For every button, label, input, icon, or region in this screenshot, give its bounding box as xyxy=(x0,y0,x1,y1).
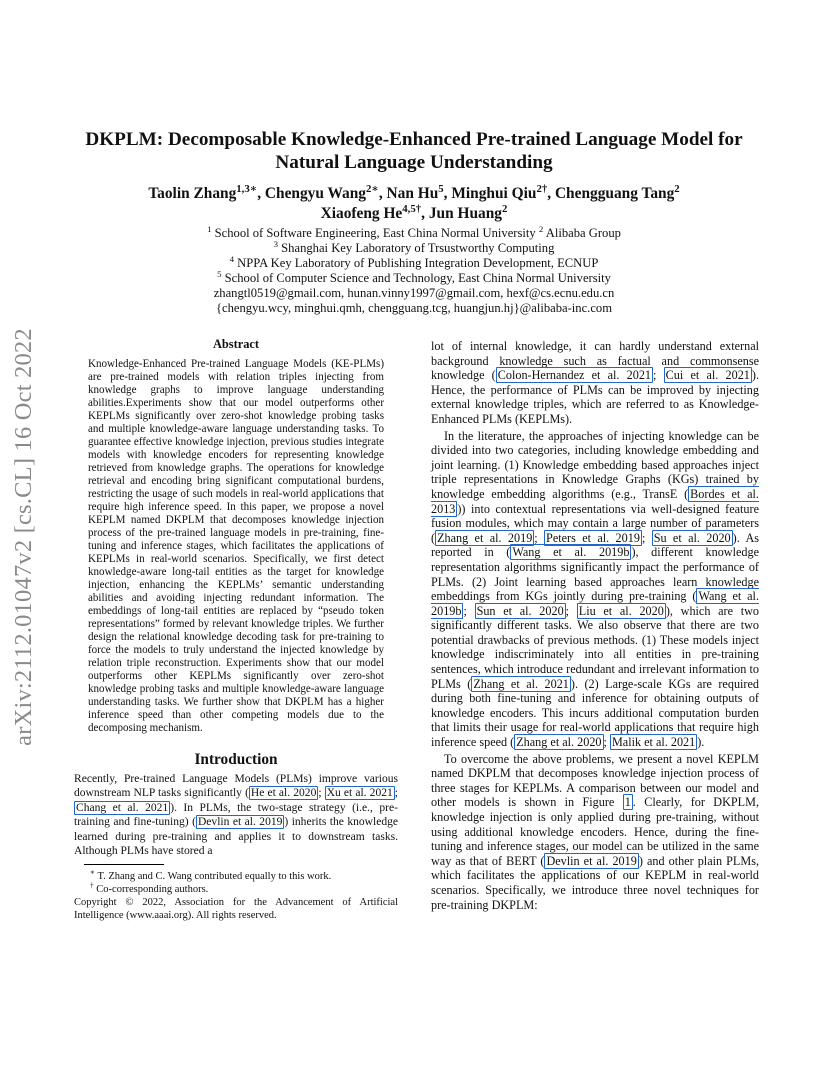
author-mark: 2 xyxy=(674,182,680,195)
author-name: Jun Huang xyxy=(428,205,502,222)
footnote: ∗ T. Zhang and C. Wang contributed equally to this work. xyxy=(90,867,332,882)
figure-link[interactable]: 1 xyxy=(624,795,631,810)
affiliation: Shanghai Key Laboratory of Trsustworthy Computing xyxy=(281,241,555,256)
arxiv-identifier: arXiv:2112.01047v2 [cs.CL] 16 Oct 2022 xyxy=(10,328,37,746)
affil-mark: 5 xyxy=(217,269,222,280)
citation-link[interactable]: Xu et al. 2021 xyxy=(326,787,393,800)
citation-link[interactable]: Zhang et al. 2020 xyxy=(516,735,602,750)
right-column xyxy=(431,339,759,912)
email-line: {chengyu.wcy, minghui.qmh, chengguang.tcg, huangjun.hj}@alibaba-inc.com xyxy=(215,301,613,316)
affiliation: NPPA Key Laboratory of Publishing Integration Development, ECNUP xyxy=(237,256,599,271)
citation-link[interactable]: Su et al. 2020 xyxy=(653,530,731,545)
affiliations xyxy=(60,223,768,317)
introduction-heading: Introduction xyxy=(194,751,278,768)
footnote-rule xyxy=(84,864,164,865)
email-line: zhangtl0519@gmail.com, hunan.vinny1997@gmail.com, hexf@cs.ecnu.edu.cn xyxy=(213,286,615,301)
footnotes xyxy=(74,867,398,922)
author-name: Chengyu Wang xyxy=(264,185,366,202)
author-name: Nan Hu xyxy=(386,185,439,202)
citation-link[interactable]: Sun et al. 2020 xyxy=(476,603,564,618)
author-mark: 4,5† xyxy=(402,202,422,215)
citation-link[interactable]: Liu et al. 2020 xyxy=(578,603,664,618)
body-paragraph: lot of internal knowledge, it can hardly understand external background knowledge such as factual and commonsense knowledge ( Colon-Hernandez et al. 2021 ; Cui et al. 2021 ). Hence, the performance of PLMs can be improved by injecting external knowledge triples, which are referred to as Knowledge-Enhanced PLMs (KEPLMs). xyxy=(431,339,759,426)
citation-link[interactable]: Colon-Hernandez et al. 2021 xyxy=(497,368,652,383)
copyright-notice: Copyright © 2022, Association for the Advancement of Artificial Intelligence (www.aaai.org). All rights reserved. xyxy=(74,896,398,921)
author-mark: 5 xyxy=(438,182,444,195)
citation-link[interactable]: Peters et al. 2019 xyxy=(546,530,640,545)
citation-link[interactable]: Zhang et al. 2019 xyxy=(437,530,533,545)
citation-link[interactable]: Devlin et al. 2019 xyxy=(197,816,283,829)
citation-link[interactable]: Chang et al. 2021 xyxy=(76,801,169,814)
title-line-1: DKPLM: Decomposable Knowledge-Enhanced Pre-trained Language Model for xyxy=(85,129,743,150)
author-name: Chengguang Tang xyxy=(554,185,675,202)
author-mark: 2 xyxy=(501,202,508,215)
citation-link[interactable]: Wang et al. 2019b xyxy=(512,545,630,560)
affiliation: School of Software Engineering, East China Normal University xyxy=(214,226,536,240)
citation-link[interactable]: Zhang et al. 2021 xyxy=(473,676,569,691)
abstract-body: Knowledge-Enhanced Pre-trained Language Models (KE-PLMs) are pre-trained models with relation triples injecting from knowledge graphs to improve language understanding abilities.Experiments show that our model outperforms other KEPLMs significantly over zero-shot knowledge probing tasks and multiple knowledge-aware language understanding tasks. To guarantee effective knowledge injection, previous studies integrate models with knowledge encoders for representing knowledge retrieved from knowledge graphs. The operations for knowledge retrieval and encoding bring significant computational burdens, restricting the usage of such models in real-world applications that require high inference speed. In this paper, we propose a novel KEPLM named DKPLM that decomposes knowledge injection process of the pre-trained language models in pre-training, fine-tuning and inference stages, which facilitates the applications of KEPLMs in real-world scenarios. Specifically, we first detect knowledge-aware long-tail entities as the target for knowledge injection, enhancing the KEPLMs’ semantic understanding abilities and avoiding injecting redundant information. The embeddings of long-tail entities are replaced by “pseudo token representations” formed by relevant knowledge triples. We further design the relational knowledge decoding task for pre-training to force the models to truly understand the injected knowledge by relation triple reconstruction. Experiments show that our model outperforms other KEPLMs significantly over zero-shot knowledge probing tasks and multiple knowledge-aware language understanding tasks. We further show that DKPLM has a higher inference speed than other competing models due to the decomposing mechanism. xyxy=(88,357,384,734)
citation-link[interactable]: Bordes et al. 2013 xyxy=(431,486,759,516)
author-mark: 2∗ xyxy=(365,182,379,195)
citation-link[interactable]: Devlin et al. 2019 xyxy=(546,853,637,868)
affiliation: School of Computer Science and Technology, East China Normal University xyxy=(224,271,611,286)
affil-mark: 3 xyxy=(273,238,279,249)
paper-title xyxy=(60,128,768,174)
author-mark: 2† xyxy=(536,182,548,195)
citation-link[interactable]: Cui et al. 2021 xyxy=(665,368,750,383)
footnote: † Co-corresponding authors. xyxy=(90,880,209,895)
intro-paragraph: Recently, Pre-trained Language Models (PLMs) improve various downstream NLP tasks significantly ( He et al. 2020 ; Xu et al. 2021 ; Chang et al. 2021 ). In PLMs, the two-stage strategy (i.e., pre-training and fine-tuning) ( Devlin et al. 2019 ) inherits the knowledge learned during pre-training and applies it to downstream tasks. Although PLMs have stored a xyxy=(74,772,398,858)
body-paragraph: To overcome the above problems, we present a novel KEPLM named DKPLM that decomposes knowledge injection process of three stages for KEPLMs. A comparison between our model and other models is shown in Figure 1 . Clearly, for DKPLM, knowledge injection is only applied during pre-training, without using additional knowledge encoders. Hence, during the fine-tuning and inference stages, our model can be utilized in the same way as that of BERT ( Devlin et al. 2019 ) and other plain PLMs, which facilitates the applications of our KEPLM in real-world scenarios. Specifically, we introduce three novel techniques for pre-training DKPLM: xyxy=(431,751,759,912)
affil-mark: 1 xyxy=(207,223,212,234)
affil-mark: 2 xyxy=(538,223,544,234)
citation-link[interactable]: He et al. 2020 xyxy=(250,787,317,800)
abstract-heading: Abstract xyxy=(212,337,260,351)
affiliation: Alibaba Group xyxy=(545,226,621,240)
author-name: Taolin Zhang xyxy=(148,185,237,202)
citation-link[interactable]: Wang et al. 2019b xyxy=(431,589,759,618)
body-paragraph: In the literature, the approaches of injecting knowledge can be divided into two categories, including knowledge embedding and joint learning. (1) Knowledge embedding based approaches inject triple representations in Knowledge Graphs (KGs) trained by knowledge embedding algorithms (e.g., TransE ( Bordes et al. 2013 )) into contextual representations via well-designed feature fusion modules, which may contain a large number of parameters ( Zhang et al. 2019 ; Peters et al. 2019 ; Su et al. 2020 ). As reported in ( Wang et al. 2019b ), different knowledge representation algorithms significantly impact the performance of PLMs. (2) Joint learning based approaches learn knowledge embeddings from KGs jointly during pre-training ( Wang et al. 2019b ; Sun et al. 2020 ; Liu et al. 2020 ), which are two significantly different tasks. We also observe that there are two potential drawbacks of previous methods. (1) These models inject knowledge indiscriminately into all entities in pre-training sentences, which introduce redundant and irrelevant information to PLMs ( Zhang et al. 2021 ). (2) Large-scale KGs are required during both fine-tuning and inference for obtaining outputs of knowledge encoders. This incurs additional computation burden that limits their usage for real-world applications that require high inference speed ( Zhang et al. 2020 ; Malik et al. 2021 ). xyxy=(431,428,759,750)
author-list: Taolin Zhang$^{1,3∗}$, Chengyu Wang$^{2∗}$, Nan Hu$^5$, Minghui Qiu$^{2\dagger}$, Chengguang Tang$^2$ Xiaofeng $He^{4,5\dagger}$, Jun Huang$^2$ xyxy=(148,182,680,222)
title-line-2: Natural Language Understanding xyxy=(275,152,553,173)
affil-mark: 4 xyxy=(229,254,234,264)
author-name: Xiaofeng He xyxy=(320,205,403,222)
author-mark: 1,3∗ xyxy=(236,182,258,195)
citation-link[interactable]: Malik et al. 2021 xyxy=(611,735,696,750)
left-column xyxy=(74,337,398,922)
author-name: Minghui Qiu xyxy=(451,185,537,202)
